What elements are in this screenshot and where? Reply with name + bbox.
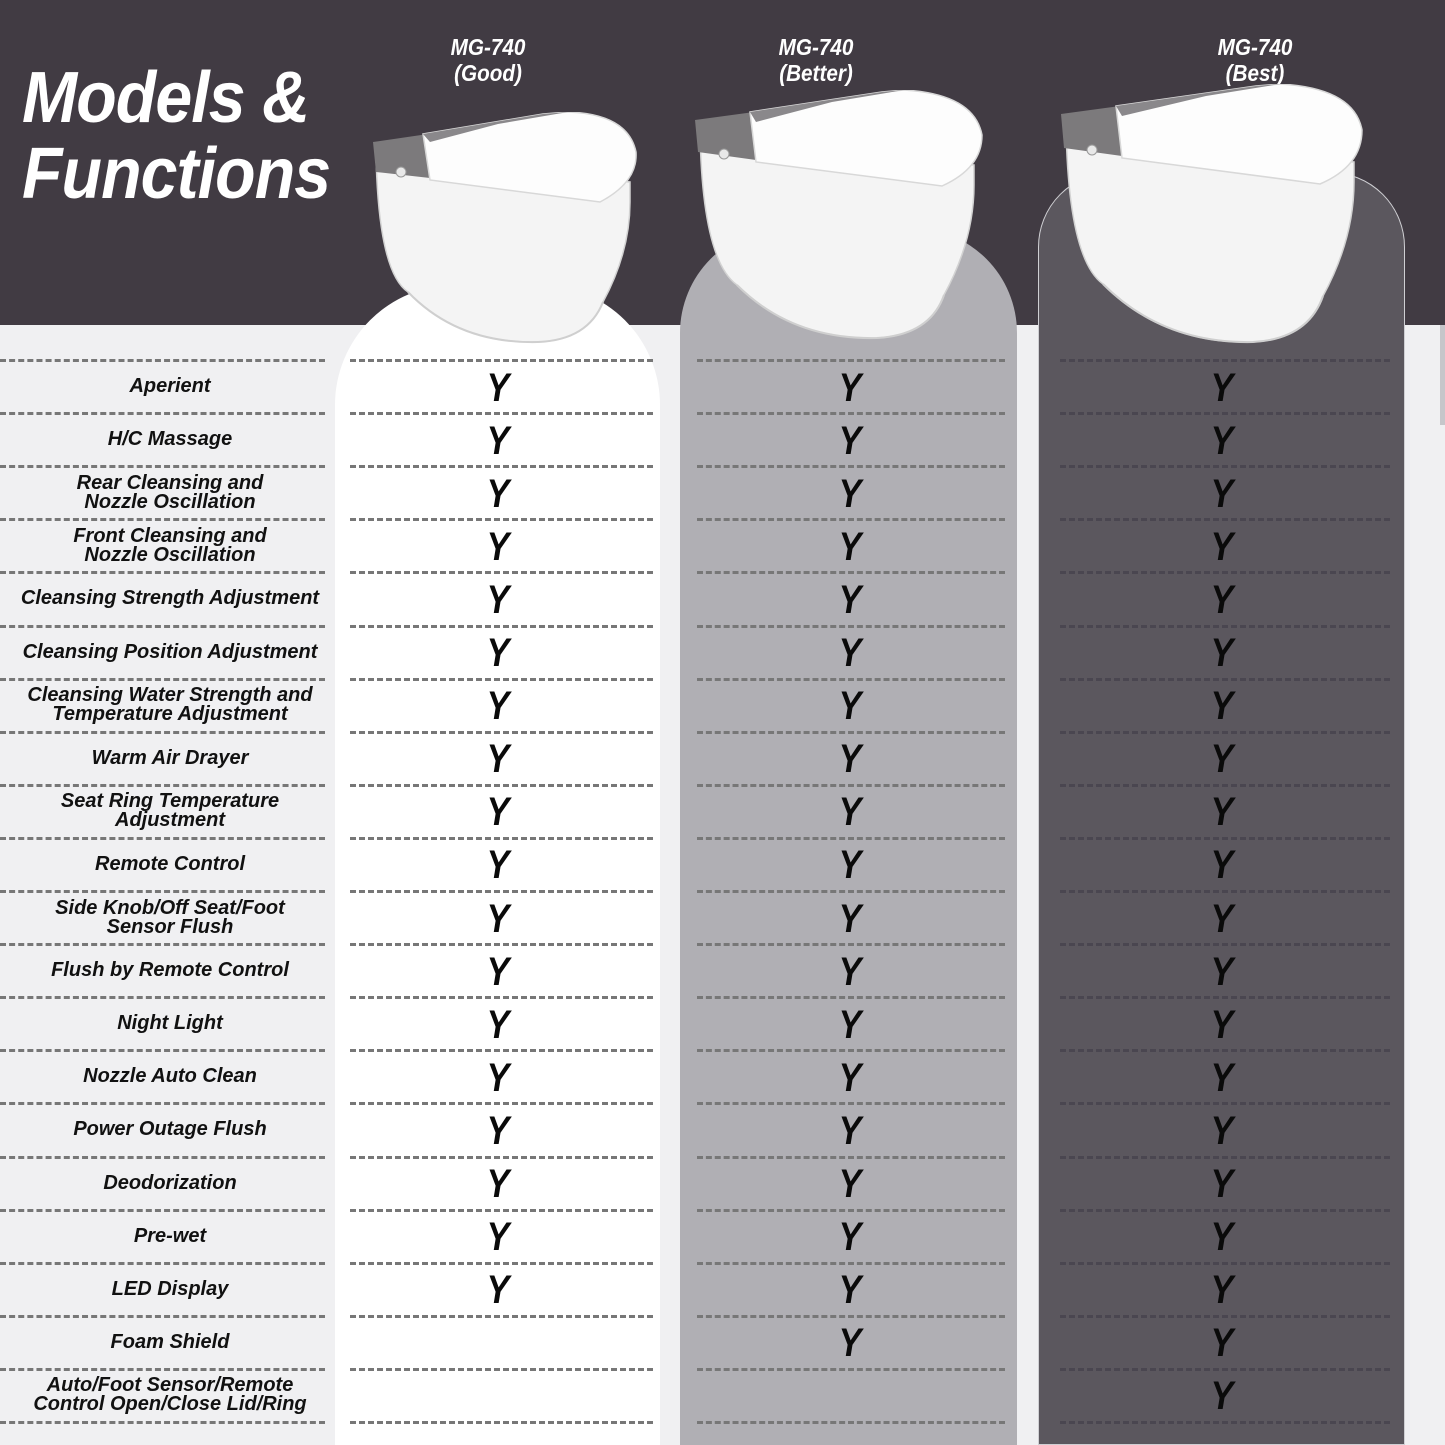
row-divider bbox=[697, 1049, 1005, 1052]
row-divider bbox=[350, 1262, 653, 1265]
row-divider bbox=[697, 996, 1005, 999]
title-line-1: Models & bbox=[22, 58, 310, 138]
feature-mark: Y bbox=[486, 1108, 510, 1153]
row-divider bbox=[1060, 1102, 1390, 1105]
row-divider bbox=[1060, 571, 1390, 574]
row-divider bbox=[350, 1049, 653, 1052]
row-divider bbox=[1060, 1368, 1390, 1371]
row-divider bbox=[0, 996, 325, 999]
feature-label: H/C Massage bbox=[107, 428, 233, 451]
row-divider bbox=[697, 1156, 1005, 1159]
row-divider bbox=[350, 359, 653, 362]
feature-label: Front Cleansing and Nozzle Oscillation bbox=[73, 524, 267, 566]
feature-mark: Y bbox=[486, 631, 510, 676]
feature-mark: Y bbox=[486, 843, 510, 888]
row-divider bbox=[350, 1315, 653, 1318]
feature-mark: Y bbox=[1210, 1002, 1234, 1047]
feature-mark: Y bbox=[1210, 365, 1234, 410]
row-divider bbox=[1060, 837, 1390, 840]
feature-mark: Y bbox=[486, 1055, 510, 1100]
row-divider bbox=[1060, 1156, 1390, 1159]
row-divider bbox=[0, 1209, 325, 1212]
feature-mark: Y bbox=[1210, 737, 1234, 782]
row-divider bbox=[0, 1368, 325, 1371]
feature-mark: Y bbox=[838, 471, 862, 516]
feature-mark: Y bbox=[838, 524, 862, 569]
feature-label: Cleansing Position Adjustment bbox=[22, 640, 318, 663]
model-name: MG-740 bbox=[450, 34, 526, 60]
title-line-2: Functions bbox=[22, 134, 331, 214]
feature-label: Deodorization bbox=[103, 1171, 237, 1194]
feature-label: Pre-wet bbox=[133, 1224, 207, 1247]
feature-label: Night Light bbox=[117, 1012, 223, 1035]
row-divider bbox=[350, 465, 653, 468]
model-tier: (Best) bbox=[1225, 60, 1285, 86]
model-name: MG-740 bbox=[778, 34, 854, 60]
toilet-image-good bbox=[368, 112, 643, 352]
feature-label: Aperient bbox=[129, 375, 211, 398]
edge-divider bbox=[1440, 325, 1445, 425]
feature-mark: Y bbox=[838, 790, 862, 835]
toilet-image-better bbox=[692, 90, 987, 350]
row-divider bbox=[1060, 625, 1390, 628]
feature-mark: Y bbox=[838, 631, 862, 676]
feature-mark: Y bbox=[1210, 896, 1234, 941]
feature-mark: Y bbox=[838, 843, 862, 888]
feature-mark: Y bbox=[1210, 577, 1234, 622]
feature-mark: Y bbox=[486, 1162, 510, 1207]
row-divider bbox=[350, 784, 653, 787]
row-divider bbox=[697, 359, 1005, 362]
toilet-image-best bbox=[1058, 84, 1368, 354]
row-divider bbox=[350, 996, 653, 999]
feature-label: Rear Cleansing and Nozzle Oscillation bbox=[76, 471, 264, 513]
row-divider bbox=[697, 890, 1005, 893]
row-divider bbox=[697, 1262, 1005, 1265]
feature-mark: Y bbox=[1210, 631, 1234, 676]
feature-mark: Y bbox=[486, 1002, 510, 1047]
feature-label: Flush by Remote Control bbox=[51, 959, 289, 982]
feature-mark: Y bbox=[838, 737, 862, 782]
row-divider bbox=[350, 412, 653, 415]
row-divider bbox=[697, 678, 1005, 681]
row-divider bbox=[1060, 678, 1390, 681]
row-divider bbox=[1060, 943, 1390, 946]
feature-mark: Y bbox=[838, 1108, 862, 1153]
feature-mark: Y bbox=[838, 577, 862, 622]
feature-mark: Y bbox=[838, 418, 862, 463]
row-divider bbox=[697, 571, 1005, 574]
row-divider bbox=[1060, 1315, 1390, 1318]
feature-label: Remote Control bbox=[95, 852, 245, 875]
row-divider bbox=[0, 465, 325, 468]
row-divider bbox=[350, 571, 653, 574]
feature-mark: Y bbox=[1210, 1374, 1234, 1419]
row-divider bbox=[0, 1421, 325, 1424]
row-divider bbox=[0, 731, 325, 734]
row-divider bbox=[697, 1209, 1005, 1212]
feature-mark: Y bbox=[1210, 418, 1234, 463]
feature-mark: Y bbox=[486, 684, 510, 729]
row-divider bbox=[350, 731, 653, 734]
row-divider bbox=[1060, 1421, 1390, 1424]
row-divider bbox=[350, 837, 653, 840]
row-divider bbox=[350, 1368, 653, 1371]
model-header-better bbox=[735, 34, 897, 86]
feature-label: Auto/Foot Sensor/Remote Control Open/Close Lid/Ring bbox=[33, 1374, 307, 1416]
feature-mark: Y bbox=[838, 949, 862, 994]
model-tier: (Better) bbox=[779, 60, 853, 86]
row-divider bbox=[0, 837, 325, 840]
row-divider bbox=[697, 731, 1005, 734]
row-divider bbox=[1060, 890, 1390, 893]
feature-mark: Y bbox=[486, 896, 510, 941]
row-divider bbox=[697, 943, 1005, 946]
row-divider bbox=[350, 518, 653, 521]
feature-label: Warm Air Drayer bbox=[91, 746, 249, 769]
row-divider bbox=[1060, 784, 1390, 787]
feature-mark: Y bbox=[838, 1215, 862, 1260]
row-divider bbox=[0, 943, 325, 946]
row-divider bbox=[0, 359, 325, 362]
feature-label: Side Knob/Off Seat/Foot Sensor Flush bbox=[55, 896, 285, 938]
row-divider bbox=[1060, 1209, 1390, 1212]
feature-mark: Y bbox=[838, 1321, 862, 1366]
feature-mark: Y bbox=[1210, 471, 1234, 516]
row-divider bbox=[0, 784, 325, 787]
feature-mark: Y bbox=[486, 737, 510, 782]
model-name: MG-740 bbox=[1217, 34, 1293, 60]
row-divider bbox=[350, 1209, 653, 1212]
row-divider bbox=[1060, 1049, 1390, 1052]
feature-mark: Y bbox=[838, 1055, 862, 1100]
row-divider bbox=[1060, 1262, 1390, 1265]
feature-mark: Y bbox=[486, 471, 510, 516]
row-divider bbox=[697, 518, 1005, 521]
feature-mark: Y bbox=[486, 1215, 510, 1260]
row-divider bbox=[350, 890, 653, 893]
row-divider bbox=[0, 890, 325, 893]
row-divider bbox=[697, 1102, 1005, 1105]
row-divider bbox=[697, 784, 1005, 787]
model-header-good bbox=[407, 34, 569, 86]
row-divider bbox=[697, 1421, 1005, 1424]
feature-mark: Y bbox=[1210, 684, 1234, 729]
feature-label: Foam Shield bbox=[110, 1330, 230, 1353]
feature-mark: Y bbox=[838, 684, 862, 729]
row-divider bbox=[0, 1262, 325, 1265]
row-divider bbox=[0, 1156, 325, 1159]
feature-mark: Y bbox=[838, 1162, 862, 1207]
row-divider bbox=[697, 412, 1005, 415]
row-divider bbox=[1060, 359, 1390, 362]
row-divider bbox=[697, 1368, 1005, 1371]
row-divider bbox=[0, 1102, 325, 1105]
feature-mark: Y bbox=[486, 577, 510, 622]
row-divider bbox=[350, 625, 653, 628]
feature-mark: Y bbox=[838, 365, 862, 410]
feature-mark: Y bbox=[486, 524, 510, 569]
model-tier: (Good) bbox=[454, 60, 522, 86]
feature-mark: Y bbox=[1210, 1268, 1234, 1313]
row-divider bbox=[0, 625, 325, 628]
feature-label: Seat Ring Temperature Adjustment bbox=[60, 790, 280, 832]
row-divider bbox=[0, 571, 325, 574]
row-divider bbox=[0, 678, 325, 681]
feature-mark: Y bbox=[1210, 1055, 1234, 1100]
row-divider bbox=[697, 837, 1005, 840]
feature-mark: Y bbox=[1210, 1162, 1234, 1207]
feature-mark: Y bbox=[838, 896, 862, 941]
feature-label: Cleansing Strength Adjustment bbox=[20, 587, 320, 610]
page-title bbox=[22, 60, 330, 212]
feature-label: Nozzle Auto Clean bbox=[83, 1065, 257, 1088]
feature-mark: Y bbox=[486, 365, 510, 410]
feature-mark: Y bbox=[1210, 949, 1234, 994]
feature-mark: Y bbox=[1210, 524, 1234, 569]
feature-mark: Y bbox=[486, 949, 510, 994]
row-divider bbox=[697, 625, 1005, 628]
model-header-best bbox=[1174, 34, 1336, 86]
row-divider bbox=[350, 943, 653, 946]
feature-mark: Y bbox=[1210, 1108, 1234, 1153]
feature-mark: Y bbox=[1210, 790, 1234, 835]
row-divider bbox=[697, 1315, 1005, 1318]
row-divider bbox=[697, 465, 1005, 468]
row-divider bbox=[0, 518, 325, 521]
row-divider bbox=[350, 1156, 653, 1159]
feature-mark: Y bbox=[486, 1268, 510, 1313]
row-divider bbox=[0, 412, 325, 415]
row-divider bbox=[350, 678, 653, 681]
feature-mark: Y bbox=[486, 790, 510, 835]
row-divider bbox=[1060, 518, 1390, 521]
feature-mark: Y bbox=[1210, 1321, 1234, 1366]
row-divider bbox=[1060, 465, 1390, 468]
feature-mark: Y bbox=[838, 1002, 862, 1047]
feature-label: Power Outage Flush bbox=[73, 1118, 267, 1141]
row-divider bbox=[0, 1049, 325, 1052]
feature-label: Cleansing Water Strength and Temperature Adjustment bbox=[27, 684, 313, 726]
row-divider bbox=[0, 1315, 325, 1318]
row-divider bbox=[1060, 412, 1390, 415]
row-divider bbox=[350, 1102, 653, 1105]
feature-mark: Y bbox=[838, 1268, 862, 1313]
feature-mark: Y bbox=[1210, 843, 1234, 888]
feature-label: LED Display bbox=[111, 1277, 229, 1300]
feature-mark: Y bbox=[1210, 1215, 1234, 1260]
row-divider bbox=[1060, 731, 1390, 734]
row-divider bbox=[350, 1421, 653, 1424]
feature-mark: Y bbox=[486, 418, 510, 463]
row-divider bbox=[1060, 996, 1390, 999]
